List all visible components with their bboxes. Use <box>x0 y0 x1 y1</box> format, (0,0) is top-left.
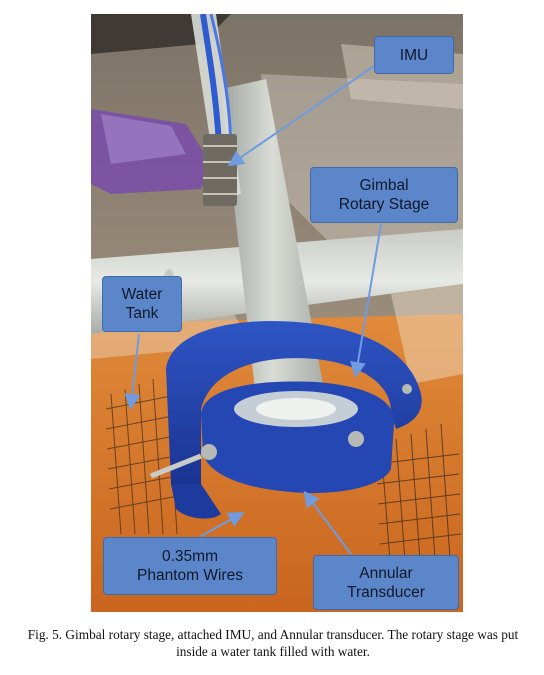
callout-annular-transducer: Annular Transducer <box>313 555 459 610</box>
callout-phantom-wires: 0.35mm Phantom Wires <box>103 537 277 595</box>
figure-caption: Fig. 5. Gimbal rotary stage, attached IMU, and Annular transducer. The rotary stage was put inside a water tank filled with water. <box>27 627 519 659</box>
arrow-wires <box>201 514 241 536</box>
arrow-tank <box>131 334 139 406</box>
figure-photo <box>91 14 463 612</box>
callout-water-tank: Water Tank <box>102 276 182 332</box>
arrow-gimbal <box>356 224 381 374</box>
callout-imu: IMU <box>374 36 454 74</box>
arrow-imu <box>231 64 377 164</box>
arrow-annular <box>306 494 351 554</box>
callout-gimbal-rotary-stage: Gimbal Rotary Stage <box>310 167 458 223</box>
